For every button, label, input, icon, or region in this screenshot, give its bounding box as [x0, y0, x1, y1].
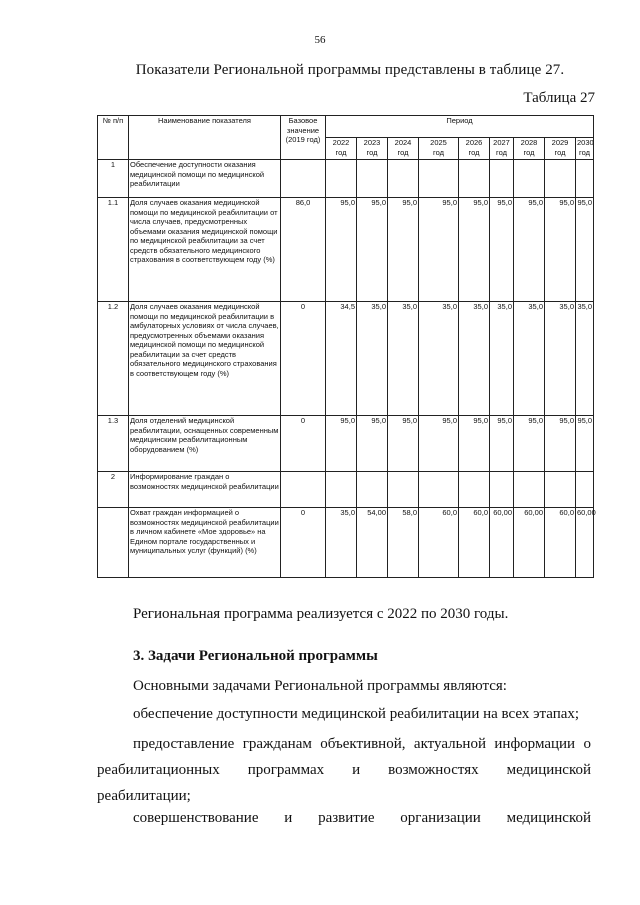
year-header: 2025 год: [419, 138, 459, 160]
value-cell: 95,0: [545, 198, 576, 302]
value-cell: [490, 160, 514, 198]
value-cell: [490, 472, 514, 508]
value-cell: 95,0: [514, 416, 545, 472]
year-header: 2022 год: [326, 138, 357, 160]
table-row: [98, 508, 594, 578]
row-indicator-name: Информирование граждан о возможностях медицинской реабилитации: [129, 472, 281, 508]
value-cell: 95,0: [357, 198, 388, 302]
value-cell: 95,0: [326, 416, 357, 472]
value-cell: 60,0: [459, 508, 490, 578]
row-base-value: [281, 472, 326, 508]
table-caption: Таблица 27: [523, 90, 595, 106]
value-cell: 95,0: [459, 416, 490, 472]
value-cell: [326, 472, 357, 508]
value-cell: 34,5: [326, 302, 357, 416]
row-number: 1: [98, 160, 129, 198]
task-2-line-2: реабилитации;: [97, 788, 191, 804]
col-name-header: Наименование показателя: [129, 116, 281, 160]
value-cell: 95,0: [576, 416, 594, 472]
value-cell: 35,0: [576, 302, 594, 416]
task-2-line-1: предоставление гражданам объективной, актуальной информации о реабилитационных программах и возможностях медицинской: [97, 736, 591, 778]
page-number: 56: [314, 34, 326, 46]
value-cell: 95,0: [357, 416, 388, 472]
value-cell: 35,0: [459, 302, 490, 416]
task-3-line: совершенствование и развитие организации медицинской: [133, 810, 591, 826]
row-base-value: 0: [281, 508, 326, 578]
row-indicator-name: Охват граждан информацией о возможностях медицинской реабилитации в личном кабинете «Мое здоровье» на Едином портале государственных и муниципальных услуг (функций) (%): [129, 508, 281, 578]
row-base-value: 0: [281, 416, 326, 472]
value-cell: [576, 160, 594, 198]
row-number: 2: [98, 472, 129, 508]
year-header: 2029 год: [545, 138, 576, 160]
row-indicator-name: Доля случаев оказания медицинской помощи по медицинской реабилитации в амбулаторных условиях от числа случаев, предусмотренных объемами оказания медицинской помощи по медицинской реабилитации за счет средств обязательного медицинского страхования в соответствующем году (%): [129, 302, 281, 416]
value-cell: [419, 472, 459, 508]
value-cell: 95,0: [388, 416, 419, 472]
table-row: [98, 302, 594, 416]
value-cell: 95,0: [388, 198, 419, 302]
value-cell: [545, 472, 576, 508]
year-header: 2026 год: [459, 138, 490, 160]
value-cell: 35,0: [388, 302, 419, 416]
task-1: обеспечение доступности медицинской реабилитации на всех этапах;: [133, 706, 580, 722]
task-2: [97, 731, 591, 809]
col-base-header: Базовое значение (2019 год): [281, 116, 326, 160]
intro-text: Показатели Региональной программы представлены в таблице 27.: [135, 62, 565, 78]
value-cell: [459, 160, 490, 198]
row-base-value: 86,0: [281, 198, 326, 302]
row-base-value: 0: [281, 302, 326, 416]
value-cell: 95,0: [514, 198, 545, 302]
value-cell: 60,00: [576, 508, 594, 578]
year-header: 2023 год: [357, 138, 388, 160]
tasks-intro: Основными задачами Региональной программы являются:: [133, 678, 507, 694]
value-cell: 35,0: [514, 302, 545, 416]
value-cell: 95,0: [545, 416, 576, 472]
value-cell: 95,0: [326, 198, 357, 302]
row-base-value: [281, 160, 326, 198]
row-indicator-name: Доля случаев оказания медицинской помощи по медицинской реабилитации от числа случаев, предусмотренных объемами оказания медицинской помощи по медицинской реабилитации за счет средств обязательного медицинского страхования в соответствующем году (%): [129, 198, 281, 302]
program-period-text: Региональная программа реализуется с 2022 по 2030 годы.: [133, 606, 509, 622]
row-indicator-name: Обеспечение доступности оказания медицинской помощи по медицинской реабилитации: [129, 160, 281, 198]
value-cell: [357, 160, 388, 198]
value-cell: [326, 160, 357, 198]
task-3: [97, 808, 591, 828]
year-header: 2030 год: [576, 138, 594, 160]
value-cell: [388, 160, 419, 198]
value-cell: [419, 160, 459, 198]
indicators-table: [97, 115, 594, 578]
row-number: 1.3: [98, 416, 129, 472]
value-cell: 60,00: [514, 508, 545, 578]
value-cell: [576, 472, 594, 508]
value-cell: [357, 472, 388, 508]
value-cell: 35,0: [419, 302, 459, 416]
year-header: 2027 год: [490, 138, 514, 160]
value-cell: 95,0: [490, 416, 514, 472]
year-header: 2028 год: [514, 138, 545, 160]
value-cell: 58,0: [388, 508, 419, 578]
table-row: [98, 198, 594, 302]
value-cell: 35,0: [357, 302, 388, 416]
value-cell: 95,0: [490, 198, 514, 302]
col-number-header: № п/п: [98, 116, 129, 160]
value-cell: [514, 472, 545, 508]
value-cell: 95,0: [419, 416, 459, 472]
value-cell: 95,0: [576, 198, 594, 302]
value-cell: [459, 472, 490, 508]
value-cell: [514, 160, 545, 198]
row-number: [98, 508, 129, 578]
value-cell: 35,0: [326, 508, 357, 578]
section-heading: 3. Задачи Региональной программы: [133, 648, 378, 664]
value-cell: 95,0: [459, 198, 490, 302]
table-row: [98, 472, 594, 508]
value-cell: 60,0: [545, 508, 576, 578]
row-number: 1.1: [98, 198, 129, 302]
value-cell: 95,0: [419, 198, 459, 302]
value-cell: 60,0: [419, 508, 459, 578]
year-header: 2024 год: [388, 138, 419, 160]
value-cell: 54,00: [357, 508, 388, 578]
col-period-header: Период: [326, 116, 594, 138]
value-cell: 35,0: [545, 302, 576, 416]
table-row: [98, 416, 594, 472]
value-cell: 60,00: [490, 508, 514, 578]
row-indicator-name: Доля отделений медицинской реабилитации, оснащенных современным медицинским реабилитационным оборудованием (%): [129, 416, 281, 472]
table-row: [98, 160, 594, 198]
row-number: 1.2: [98, 302, 129, 416]
value-cell: 35,0: [490, 302, 514, 416]
value-cell: [388, 472, 419, 508]
value-cell: [545, 160, 576, 198]
